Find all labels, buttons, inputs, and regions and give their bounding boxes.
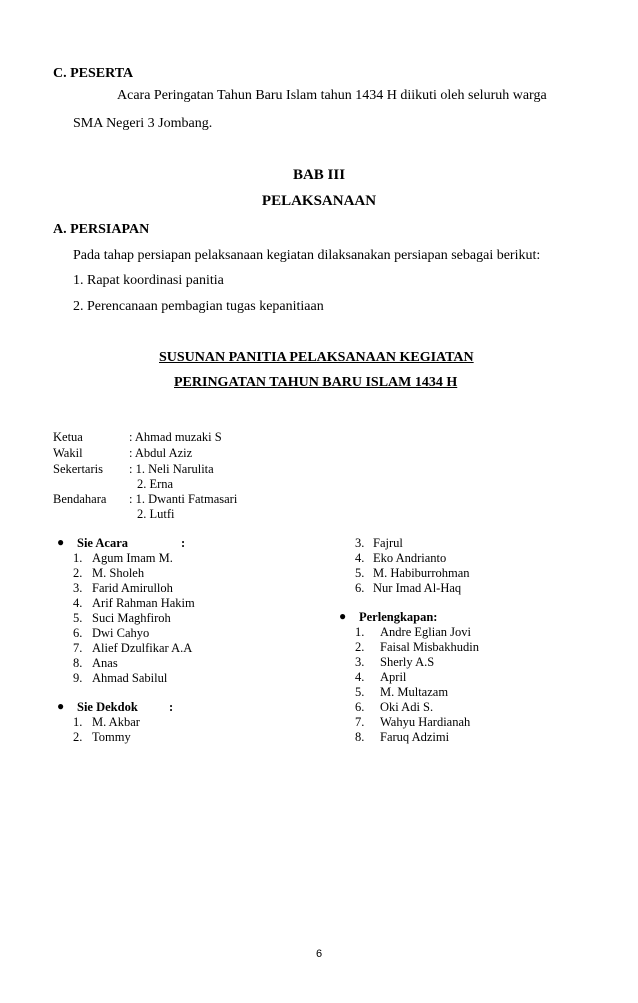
member-number: 1. (355, 625, 365, 639)
member-number: 4. (355, 551, 365, 565)
officer-value: 2. Erna (137, 477, 174, 491)
member-number: 5. (355, 685, 365, 699)
officer-role: Ketua (53, 430, 83, 444)
member-name: M. Akbar (92, 715, 140, 729)
member-name: April (380, 670, 407, 684)
persiapan-item: 1. Rapat koordinasi panitia (73, 273, 224, 288)
sie-acara-label: Sie Acara (77, 536, 129, 550)
officer-value: : 1. Dwanti Fatmasari (129, 492, 238, 506)
member-name: Faisal Misbakhudin (380, 640, 479, 654)
member-number: 3. (355, 536, 365, 550)
member-number: 2. (73, 566, 83, 580)
member-number: 1. (73, 715, 83, 729)
peserta-line-2: SMA Negeri 3 Jombang. (73, 116, 213, 131)
member-number: 8. (73, 656, 83, 670)
committee-title-2: PERINGATAN TAHUN BARU ISLAM 1434 H (174, 375, 458, 390)
member-number: 7. (355, 715, 365, 729)
member-number: 5. (73, 611, 83, 625)
officer-role: Sekertaris (53, 462, 103, 476)
member-name: M. Sholeh (92, 566, 145, 580)
member-number: 4. (355, 670, 365, 684)
member-number: 4. (73, 596, 83, 610)
bullet-icon: ● (57, 535, 65, 549)
peserta-heading: C. PESERTA (53, 66, 134, 81)
member-number: 6. (355, 700, 365, 714)
officer-value: : Ahmad muzaki S (129, 430, 222, 444)
member-number: 6. (355, 581, 365, 595)
chapter-title: PELAKSANAAN (261, 193, 377, 209)
member-number: 3. (355, 655, 365, 669)
member-name: Oki Adi S. (380, 700, 434, 714)
member-name: Anas (92, 656, 118, 670)
member-name: Faruq Adzimi (380, 730, 450, 744)
member-number: 3. (73, 581, 83, 595)
member-name: Agum Imam M. (92, 551, 173, 565)
sie-acara-colon: : (181, 536, 186, 550)
member-name: Farid Amirulloh (92, 581, 173, 595)
bullet-icon: ● (57, 699, 65, 713)
member-number: 2. (355, 640, 365, 654)
member-number: 2. (73, 730, 83, 744)
officer-value: : Abdul Aziz (129, 446, 193, 460)
member-number: 9. (73, 671, 83, 685)
bullet-icon: ● (339, 609, 347, 623)
member-name: Ahmad Sabilul (92, 671, 168, 685)
member-name: Alief Dzulfikar A.A (92, 641, 193, 655)
officer-value: : 1. Neli Narulita (129, 462, 214, 476)
persiapan-intro: Pada tahap persiapan pelaksanaan kegiatan dilaksanakan persiapan sebagai berikut: (73, 248, 541, 263)
committee-title-1: SUSUNAN PANITIA PELAKSANAAN KEGIATAN (159, 350, 474, 365)
member-name: Nur Imad Al-Haq (373, 581, 462, 595)
officer-role: Bendahara (53, 492, 107, 506)
member-number: 5. (355, 566, 365, 580)
sie-dekdok-label: Sie Dekdok (77, 700, 138, 714)
member-name: Dwi Cahyo (92, 626, 150, 640)
member-name: Wahyu Hardianah (380, 715, 471, 729)
member-name: Tommy (92, 730, 131, 744)
officer-value: 2. Lutfi (137, 507, 175, 521)
sie-dekdok-colon: : (169, 700, 174, 714)
member-number: 1. (73, 551, 83, 565)
persiapan-heading: A. PERSIAPAN (53, 222, 150, 237)
member-name: Suci Maghfiroh (92, 611, 171, 625)
member-number: 8. (355, 730, 365, 744)
chapter-number: BAB III (292, 167, 346, 183)
member-name: M. Habiburrohman (373, 566, 470, 580)
member-name: Fajrul (373, 536, 403, 550)
officer-role: Wakil (53, 446, 83, 460)
persiapan-item: 2. Perencanaan pembagian tugas kepanitiaan (73, 299, 324, 314)
member-name: Eko Andrianto (373, 551, 447, 565)
member-number: 7. (73, 641, 83, 655)
member-name: Andre Eglian Jovi (380, 625, 471, 639)
member-name: Arif Rahman Hakim (92, 596, 195, 610)
member-name: M. Multazam (380, 685, 449, 699)
peserta-line-1: Acara Peringatan Tahun Baru Islam tahun 1434 H diikuti oleh seluruh warga (117, 88, 547, 103)
member-number: 6. (73, 626, 83, 640)
page-number: 6 (315, 948, 323, 960)
perlengkapan-label: Perlengkapan: (359, 610, 438, 624)
member-name: Sherly A.S (380, 655, 435, 669)
